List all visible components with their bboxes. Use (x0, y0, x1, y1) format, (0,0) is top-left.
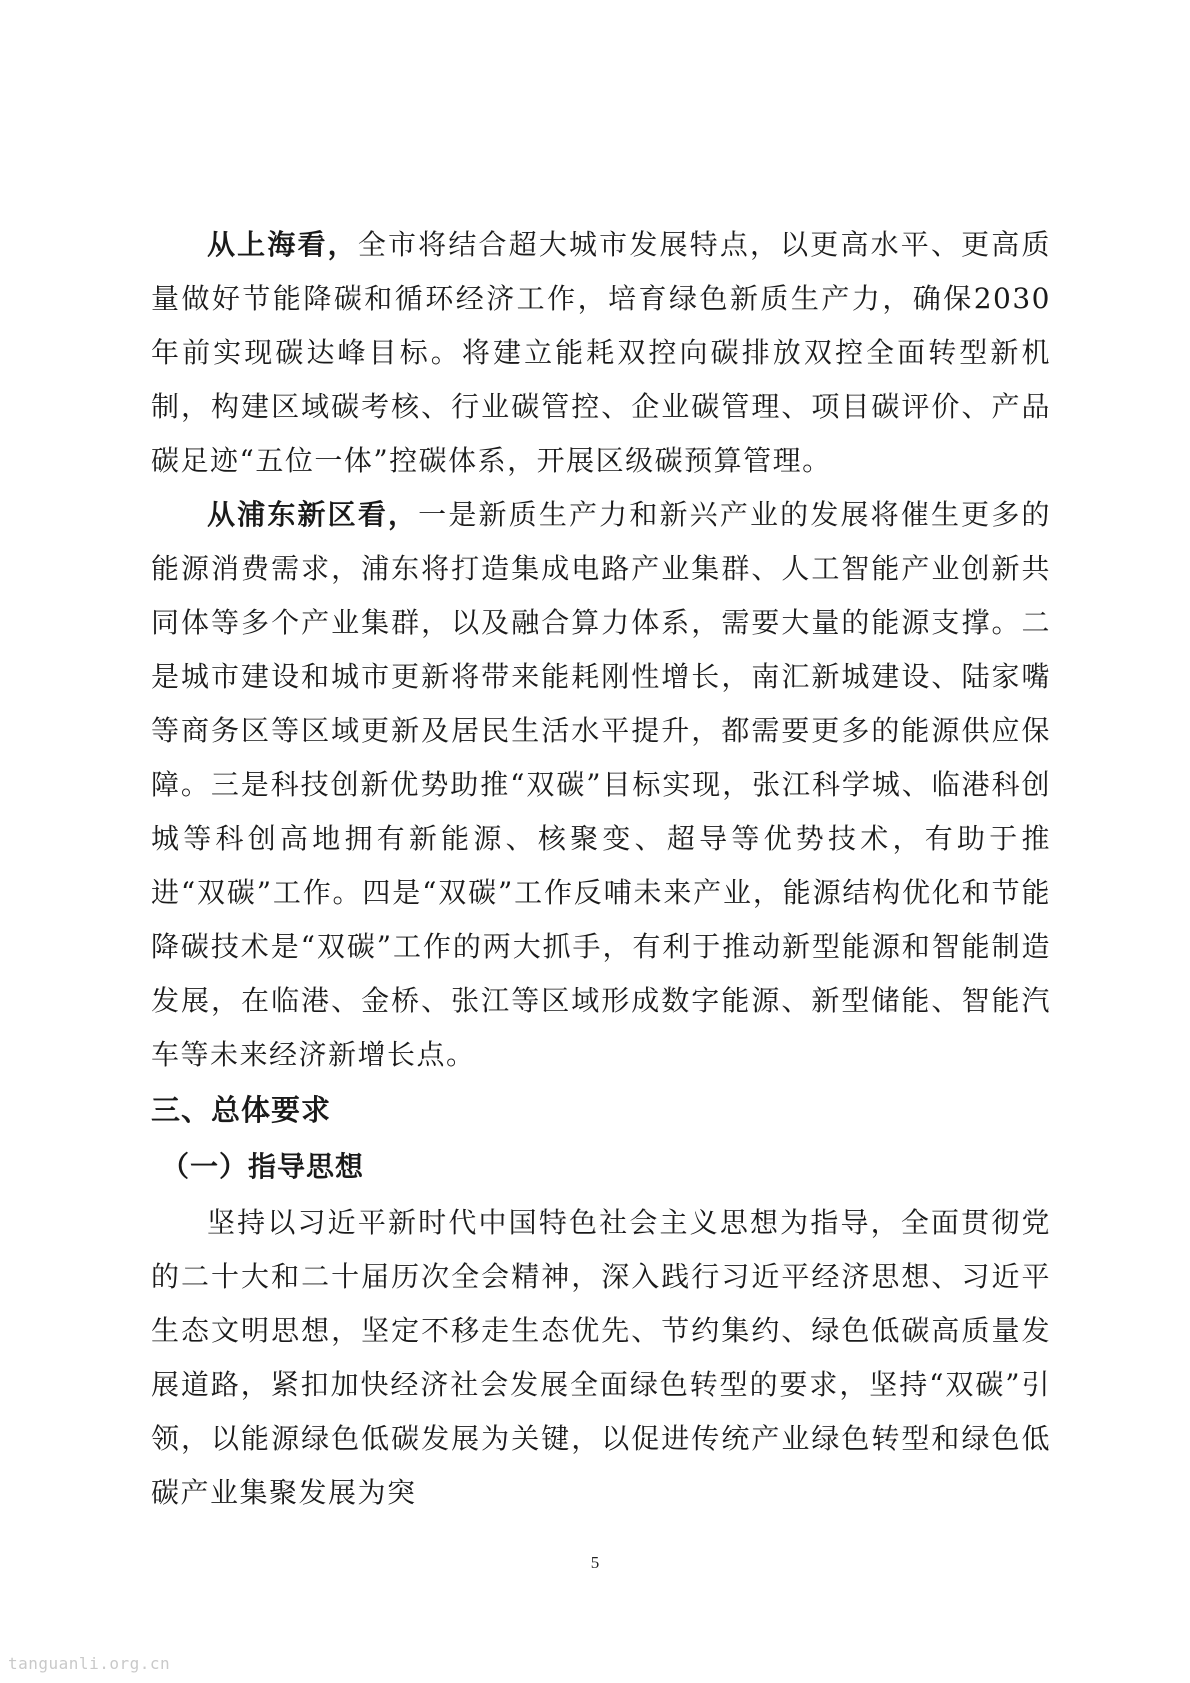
section-heading: 三、总体要求 (151, 1093, 332, 1127)
page-number: 5 (590, 1553, 600, 1572)
paragraph-lead: 从浦东新区看， (207, 498, 419, 531)
subsection-heading: （一）指导思想 (161, 1150, 365, 1183)
paragraph-pudong (151, 488, 1051, 1082)
paragraph-lead: 从上海看， (207, 228, 358, 261)
paragraph-guiding-thought: 坚持以习近平新时代中国特色社会主义思想为指导，全面贯彻党的二十大和二十届历次全会精神，深入践行习近平经济思想、习近平生态文明思想，坚定不移走生态优先、节约集约、绿色低碳高质量发展道路，紧扣加快经济社会发展全面绿色转型的要求，坚持“双碳”引领，以能源绿色低碳发展为关键，以促进传统产业绿色转型和绿色低碳产业集聚发展为突 (151, 1206, 1051, 1509)
page-body (151, 218, 1051, 1520)
paragraph-text: 一是新质生产力和新兴产业的发展将催生更多的能源消费需求，浦东将打造集成电路产业集群、人工智能产业创新共同体等多个产业集群，以及融合算力体系，需要大量的能源支撑。二是城市建设和城市更新将带来能耗刚性增长，南汇新城建设、陆家嘴等商务区等区域更新及居民生活水平提升，都需要更多的能源供应保障。三是科技创新优势助推“双碳”目标实现，张江科学城、临港科创城等科创高地拥有新能源、核聚变、超导等优势技术，有助于推进“双碳”工作。四是“双碳”工作反哺未来产业，能源结构优化和节能降碳技术是“双碳”工作的两大抓手，有利于推动新型能源和智能制造发展，在临港、金桥、张江等区域形成数字能源、新型储能、智能汽车等未来经济新增长点。 (151, 498, 1051, 1071)
paragraph-shanghai (151, 218, 1051, 488)
watermark: tanguanli.org.cn (8, 1654, 171, 1673)
paragraph-text: 全市将结合超大城市发展特点，以更高水平、更高质量做好节能降碳和循环经济工作，培育绿色新质生产力，确保2030年前实现碳达峰目标。将建立能耗双控向碳排放双控全面转型新机制，构建区域碳考核、行业碳管控、企业碳管理、项目碳评价、产品碳足迹“五位一体”控碳体系，开展区级碳预算管理。 (151, 228, 1051, 477)
